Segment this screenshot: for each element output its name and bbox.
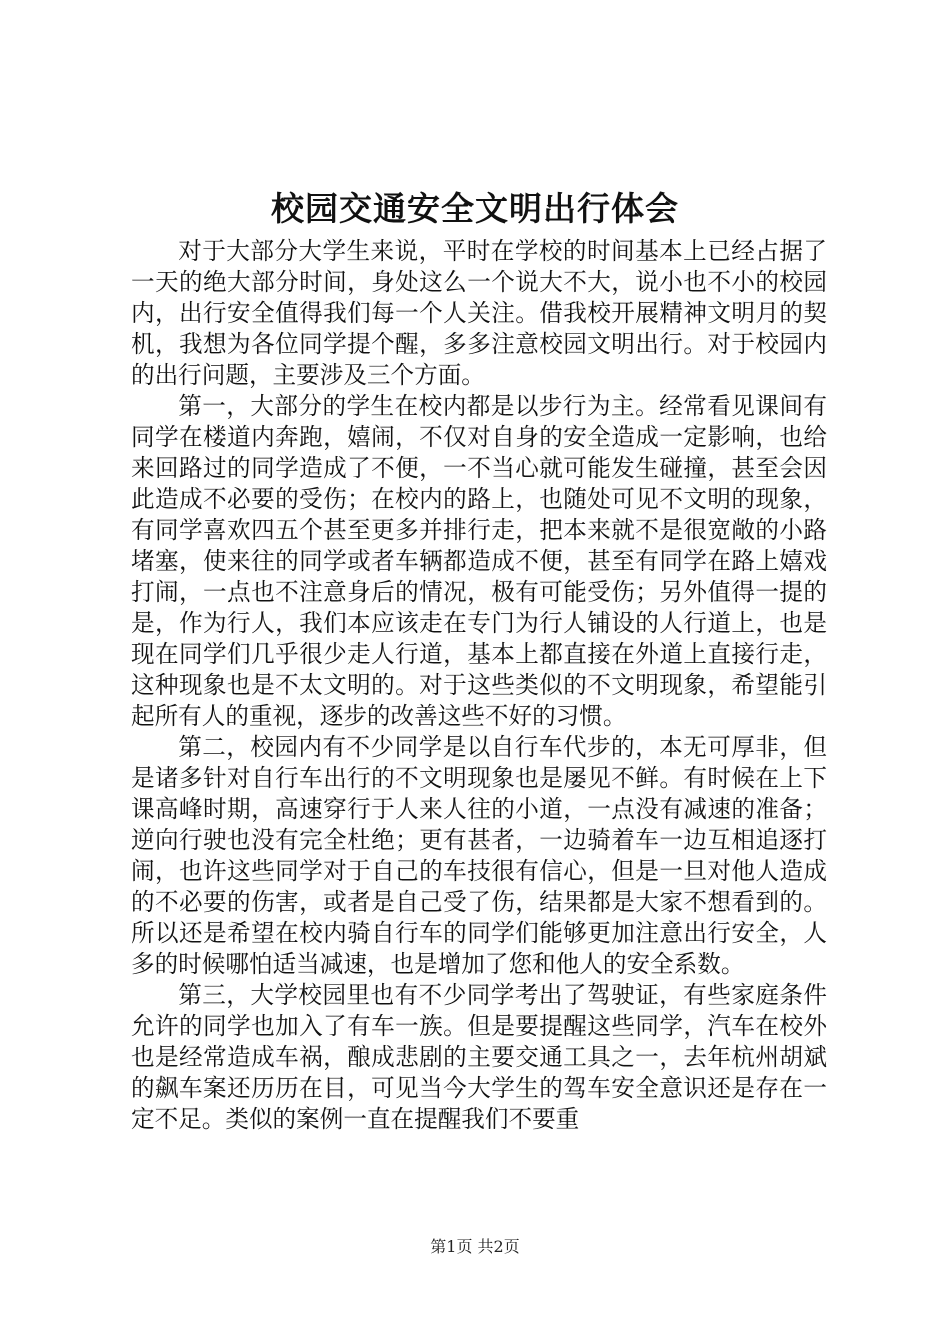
page-number-footer: 第1页 共2页 — [430, 1237, 520, 1256]
paragraph-intro: 对于大部分大学生来说，平时在学校的时间基本上已经占据了一天的绝大部分时间，身处这么一个说大不大，说小也不小的校园内，出行安全值得我们每一个人关注。借我校开展精神文明月的契机，我想为各位同学提个醒，多多注意校园文明出行。对于校园内的出行问题，主要涉及三个方面。 — [131, 237, 827, 389]
paragraph-second: 第二，校园内有不少同学是以自行车代步的，本无可厚非，但是诸多针对自行车出行的不文明现象也是屡见不鲜。有时候在上下课高峰时期，高速穿行于人来人往的小道，一点没有减速的准备；逆向行驶也没有完全杜绝；更有甚者，一边骑着车一边互相追逐打闹，也许这些同学对于自己的车技很有信心，但是一旦对他人造成的不必要的伤害，或者是自己受了伤，结果都是大家不想看到的。所以还是希望在校内骑自行车的同学们能够更加注意出行安全，人多的时候哪怕适当减速，也是增加了您和他人的安全系数。 — [131, 733, 827, 978]
document-body — [131, 236, 827, 1135]
paragraph-first: 第一，大部分的学生在校内都是以步行为主。经常看见课间有同学在楼道内奔跑，嬉闹，不仅对自身的安全造成一定影响，也给来回路过的同学造成了不便，一不当心就可能发生碰撞，甚至会因此造成不必要的受伤；在校内的路上，也随处可见不文明的现象，有同学喜欢四五个甚至更多并排行走，把本来就不是很宽敞的小路堵塞，使来往的同学或者车辆都造成不便，甚至有同学在路上嬉戏打闹，一点也不注意身后的情况，极有可能受伤；另外值得一提的是，作为行人，我们本应该走在专门为行人铺设的人行道上，也是现在同学们几乎很少走人行道，基本上都直接在外道上直接行走，这种现象也是不太文明的。对于这些类似的不文明现象，希望能引起所有人的重视，逐步的改善这些不好的习惯。 — [131, 392, 827, 730]
paragraph-third: 第三，大学校园里也有不少同学考出了驾驶证，有些家庭条件允许的同学也加入了有车一族。但是要提醒这些同学，汽车在校外也是经常造成车祸，酿成悲剧的主要交通工具之一，去年杭州胡斌的飙车案还历历在目，可见当今大学生的驾车安全意识还是存在一定不足。类似的案例一直在提醒我们不要重 — [131, 981, 827, 1133]
document-title: 校园交通安全文明出行体会 — [271, 189, 679, 228]
